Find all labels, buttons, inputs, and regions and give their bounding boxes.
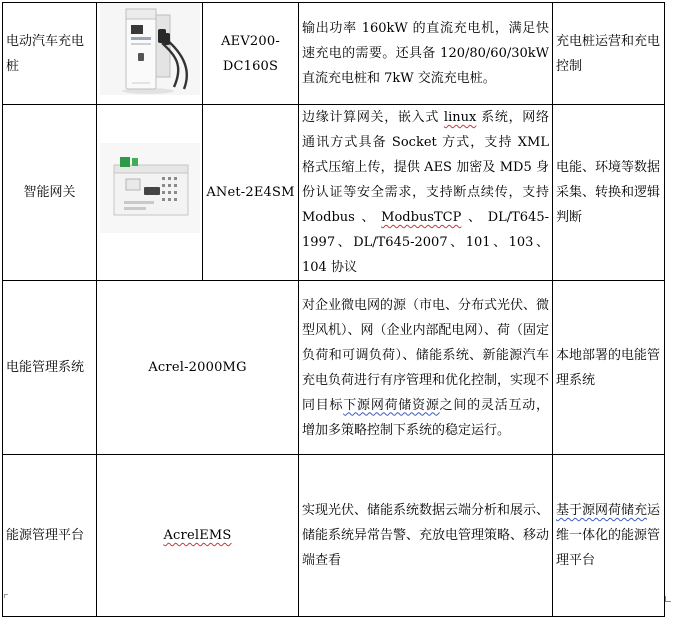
table-row xyxy=(3,3,665,105)
usage-cell: 电能、环境等数据采集、转换和逻辑判断 xyxy=(553,105,665,281)
device-image-cell xyxy=(97,3,203,105)
table-row xyxy=(3,281,665,455)
usage-cell: 本地部署的电能管理系统 xyxy=(553,281,665,455)
table-row xyxy=(3,105,665,281)
device-name-cell: 电动汽车充电桩 xyxy=(3,3,97,105)
device-name-cell: 电能管理系统 xyxy=(3,281,97,455)
usage-cell: 基于源网荷储充运维一体化的能源管理平台 xyxy=(553,455,665,617)
page-corner-mark xyxy=(665,596,671,602)
device-name-cell: 能源管理平台 xyxy=(3,455,97,617)
page-start-mark xyxy=(4,594,8,598)
model-cell: AcrelEMS xyxy=(97,455,299,617)
model-cell: Acrel-2000MG xyxy=(97,281,299,455)
description-cell: 输出功率 160kW 的直流充电机，满足快速充电的需要。还具备 120/80/60/30kW 直流充电桩和 7kW 交流充电桩。 xyxy=(299,3,553,105)
model-cell: ANet-2E4SM xyxy=(203,105,299,281)
gateway-image xyxy=(100,143,200,233)
ev-charger-image xyxy=(100,3,200,95)
usage-cell: 充电桩运营和充电控制 xyxy=(553,3,665,105)
device-name-cell: 智能网关 xyxy=(3,105,97,281)
description-cell: 实现光伏、储能系统数据云端分析和展示、储能系统异常告警、充放电管理策略、移动端查看 xyxy=(299,455,553,617)
model-cell: AEV200-DC160S xyxy=(203,3,299,105)
table-row xyxy=(3,455,665,617)
description-cell: 边缘计算网关，嵌入式 linux 系统，网络通讯方式具备 Socket 方式，支持 XML 格式压缩上传，提供 AES 加密及 MD5 身份认证等安全需求，支持断点续传，支持 Modbus、ModbusTCP、DL/T645-1997、DL/T645-2007、101、103、104 协议 xyxy=(299,105,553,281)
description-cell: 对企业微电网的源（市电、分布式光伏、微型风机）、网（企业内部配电网）、荷（固定负荷和可调负荷）、储能系统、新能源汽车充电负荷进行有序管理和优化控制，实现不同目标下源网荷储资源之间的灵活互动，增加多策略控制下系统的稳定运行。 xyxy=(299,281,553,455)
device-image-cell xyxy=(97,105,203,281)
equipment-table xyxy=(2,2,665,617)
